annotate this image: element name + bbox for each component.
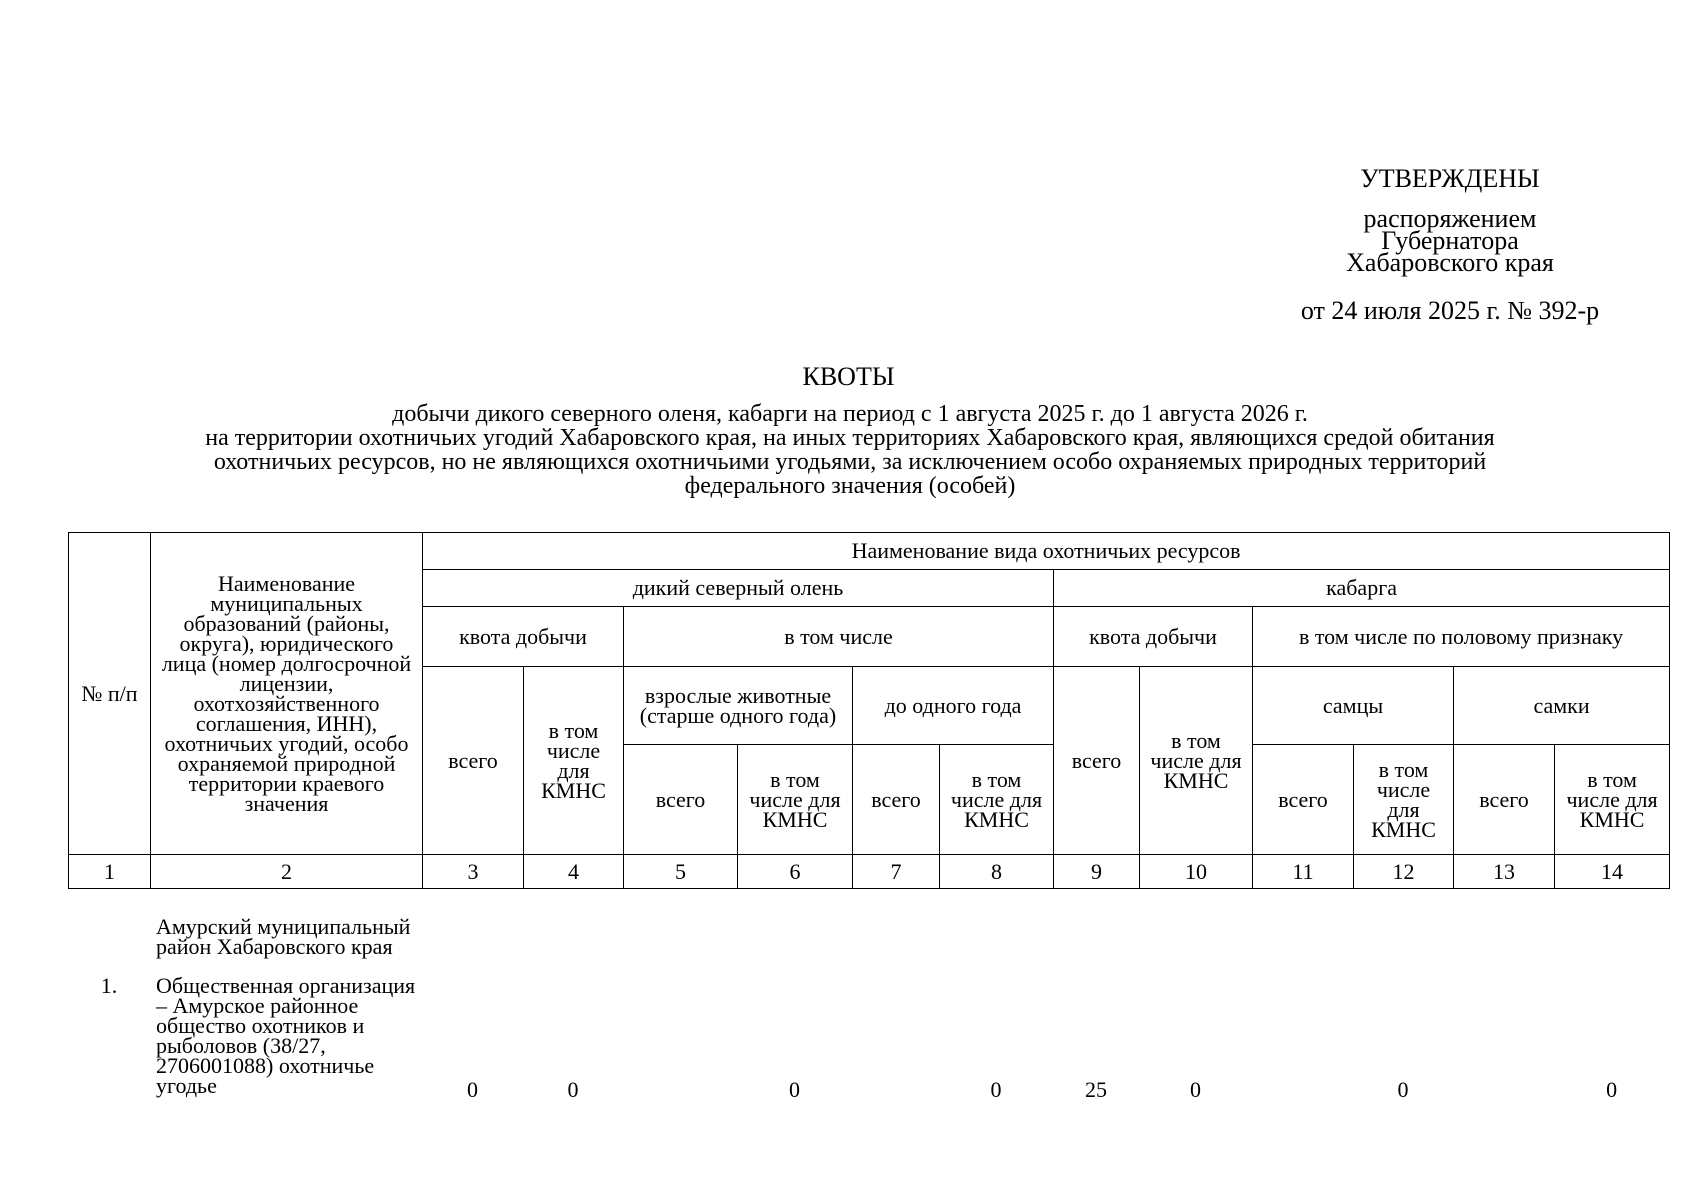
header-species: Наименование вида охотничьих ресурсов	[423, 533, 1670, 570]
header-adult: взрослые животные (старше одного года)	[624, 667, 853, 745]
column-number: 8	[940, 855, 1054, 889]
header-musk-deer: кабарга	[1054, 570, 1670, 607]
document-title: КВОТЫ	[802, 362, 895, 391]
header-kmns: в том числе для КМНС	[1140, 667, 1253, 855]
column-number: 11	[1253, 855, 1354, 889]
column-number: 7	[853, 855, 940, 889]
header-total: всего	[853, 745, 940, 855]
organization-name: Общественная организация – Амурское районное общество охотников и рыболовов (38/27, 2706001088) охотничье угодье	[156, 973, 416, 1098]
subtitle-line: на территории охотничьих угодий Хабаровского края, на иных территориях Хабаровского края, являющихся средой обитания	[205, 425, 1495, 451]
column-number: 10	[1140, 855, 1253, 889]
header-total: всего	[1054, 667, 1140, 855]
table-cell: 0	[990, 1077, 1002, 1102]
header-kmns: в том числе для КМНС	[940, 745, 1054, 855]
header-including-sex: в том числе по половому признаку	[1253, 607, 1670, 667]
column-number: 4	[524, 855, 624, 889]
header-total: всего	[624, 745, 738, 855]
table-cell: 0	[467, 1077, 478, 1102]
header-total: всего	[1253, 745, 1354, 855]
table-cell	[1453, 972, 1554, 1102]
quota-table-header	[68, 532, 1670, 889]
approval-line-1: распоряжением	[1363, 204, 1537, 233]
subtitle-line: федерального значения (особей)	[684, 473, 1016, 499]
header-quota: квота добычи	[1054, 607, 1253, 667]
header-males: самцы	[1253, 667, 1454, 745]
header-reindeer: дикий северный олень	[423, 570, 1054, 607]
header-kmns: в том числе для КМНС	[1354, 745, 1454, 855]
table-cell	[852, 972, 939, 1102]
row-number: 1.	[100, 973, 118, 998]
document-subtitle	[60, 402, 1640, 498]
header-kmns: в том числе для КМНС	[524, 667, 624, 855]
table-cell: 0	[567, 1077, 579, 1102]
table-cell: 0	[1397, 1077, 1409, 1102]
column-number: 3	[423, 855, 524, 889]
header-total: всего	[1454, 745, 1555, 855]
approval-heading: УТВЕРЖДЕНЫ	[1360, 164, 1540, 193]
header-num: № п/п	[69, 533, 151, 855]
header-including: в том числе	[624, 607, 1054, 667]
subtitle-line: охотничьих ресурсов, но не являющихся охотничьими угодьями, за исключением особо охраняемых природных территорий	[213, 449, 1487, 475]
subtitle-line: добычи дикого северного оленя, кабарги на период с 1 августа 2025 г. до 1 августа 2026 г.	[392, 401, 1308, 427]
header-females: самки	[1454, 667, 1670, 745]
column-number: 1	[69, 855, 151, 889]
column-number: 5	[624, 855, 738, 889]
table-cell: 0	[789, 1077, 800, 1102]
column-number: 2	[151, 855, 423, 889]
column-number: 14	[1555, 855, 1670, 889]
municipality-name: Амурский муниципальный район Хабаровского края	[156, 914, 411, 959]
approval-line-3: Хабаровского края	[1346, 248, 1554, 277]
header-kmns: в том числе для КМНС	[1555, 745, 1670, 855]
column-number: 9	[1054, 855, 1140, 889]
quota-table-body	[68, 902, 1669, 1102]
column-number: 6	[738, 855, 853, 889]
table-cell: 0	[1190, 1077, 1201, 1102]
column-number: 13	[1454, 855, 1555, 889]
header-young: до одного года	[853, 667, 1054, 745]
table-cell: 0	[1606, 1077, 1618, 1102]
approval-line-2: Губернатора	[1381, 226, 1519, 255]
table-cell	[1252, 972, 1353, 1102]
approval-authority	[1240, 204, 1660, 277]
header-quota: квота добычи	[423, 607, 624, 667]
table-cell: 25	[1085, 1077, 1107, 1102]
table-cell	[623, 972, 737, 1102]
approval-date: от 24 июля 2025 г. № 392-р	[1300, 296, 1600, 325]
header-total: всего	[423, 667, 524, 855]
header-kmns: в том числе для КМНС	[738, 745, 853, 855]
header-name: Наименование муниципальных образований (районы, округа), юридического лица (номер долгосрочной лицензии, охотхозяйственного соглашения, ИНН), охотничьих угодий, особо охраняемой природной территории краевого значения	[151, 533, 423, 855]
column-number: 12	[1354, 855, 1454, 889]
